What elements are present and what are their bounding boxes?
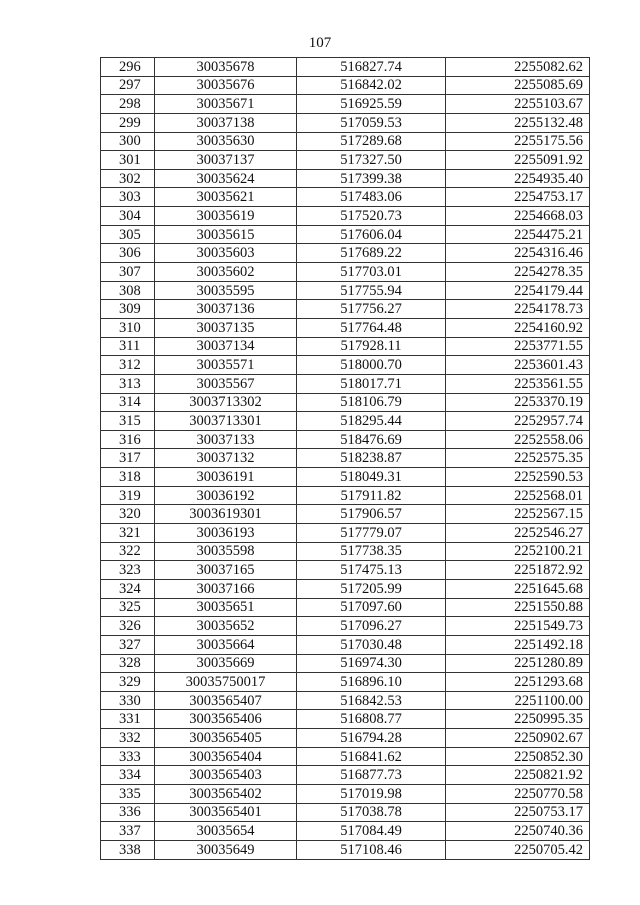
x-coordinate-cell: 517059.53 xyxy=(297,113,446,132)
y-coordinate-cell: 2252957.74 xyxy=(446,412,590,431)
x-coordinate-cell: 517756.27 xyxy=(297,300,446,319)
table-row xyxy=(101,784,590,803)
table-row xyxy=(101,579,590,598)
point-id-cell: 30035603 xyxy=(155,244,297,263)
x-coordinate-cell: 517779.07 xyxy=(297,524,446,543)
x-coordinate-cell: 517928.11 xyxy=(297,337,446,356)
row-number-cell: 338 xyxy=(101,840,155,859)
row-number-cell: 314 xyxy=(101,393,155,412)
table-row xyxy=(101,803,590,822)
x-coordinate-cell: 517096.27 xyxy=(297,617,446,636)
table-row xyxy=(101,617,590,636)
x-coordinate-cell: 516842.53 xyxy=(297,691,446,710)
y-coordinate-cell: 2255091.92 xyxy=(446,151,590,170)
point-id-cell: 30037137 xyxy=(155,151,297,170)
x-coordinate-cell: 517399.38 xyxy=(297,169,446,188)
y-coordinate-cell: 2251550.88 xyxy=(446,598,590,617)
row-number-cell: 301 xyxy=(101,151,155,170)
row-number-cell: 333 xyxy=(101,747,155,766)
x-coordinate-cell: 517606.04 xyxy=(297,225,446,244)
x-coordinate-cell: 517289.68 xyxy=(297,132,446,151)
y-coordinate-cell: 2254475.21 xyxy=(446,225,590,244)
point-id-cell: 3003565403 xyxy=(155,766,297,785)
row-number-cell: 308 xyxy=(101,281,155,300)
x-coordinate-cell: 516896.10 xyxy=(297,673,446,692)
x-coordinate-cell: 516794.28 xyxy=(297,729,446,748)
coordinates-table xyxy=(100,57,590,860)
x-coordinate-cell: 518238.87 xyxy=(297,449,446,468)
y-coordinate-cell: 2255175.56 xyxy=(446,132,590,151)
x-coordinate-cell: 516842.02 xyxy=(297,76,446,95)
x-coordinate-cell: 517475.13 xyxy=(297,561,446,580)
table-row xyxy=(101,393,590,412)
x-coordinate-cell: 517483.06 xyxy=(297,188,446,207)
y-coordinate-cell: 2253601.43 xyxy=(446,356,590,375)
table-row xyxy=(101,95,590,114)
x-coordinate-cell: 517738.35 xyxy=(297,542,446,561)
table-row xyxy=(101,561,590,580)
row-number-cell: 336 xyxy=(101,803,155,822)
point-id-cell: 30035654 xyxy=(155,822,297,841)
row-number-cell: 306 xyxy=(101,244,155,263)
point-id-cell: 30035615 xyxy=(155,225,297,244)
table-row xyxy=(101,132,590,151)
y-coordinate-cell: 2254753.17 xyxy=(446,188,590,207)
table-row xyxy=(101,263,590,282)
table-row xyxy=(101,430,590,449)
table-row xyxy=(101,598,590,617)
table-row xyxy=(101,188,590,207)
row-number-cell: 304 xyxy=(101,207,155,226)
point-id-cell: 30035624 xyxy=(155,169,297,188)
point-id-cell: 30036193 xyxy=(155,524,297,543)
point-id-cell: 30037133 xyxy=(155,430,297,449)
y-coordinate-cell: 2252590.53 xyxy=(446,468,590,487)
x-coordinate-cell: 518295.44 xyxy=(297,412,446,431)
x-coordinate-cell: 516974.30 xyxy=(297,654,446,673)
y-coordinate-cell: 2253561.55 xyxy=(446,374,590,393)
row-number-cell: 318 xyxy=(101,468,155,487)
table-row xyxy=(101,318,590,337)
y-coordinate-cell: 2254160.92 xyxy=(446,318,590,337)
x-coordinate-cell: 517327.50 xyxy=(297,151,446,170)
row-number-cell: 310 xyxy=(101,318,155,337)
x-coordinate-cell: 517906.57 xyxy=(297,505,446,524)
y-coordinate-cell: 2250995.35 xyxy=(446,710,590,729)
point-id-cell: 30037138 xyxy=(155,113,297,132)
row-number-cell: 324 xyxy=(101,579,155,598)
table-row xyxy=(101,822,590,841)
y-coordinate-cell: 2255103.67 xyxy=(446,95,590,114)
x-coordinate-cell: 517755.94 xyxy=(297,281,446,300)
row-number-cell: 298 xyxy=(101,95,155,114)
point-id-cell: 3003565402 xyxy=(155,784,297,803)
x-coordinate-cell: 517764.48 xyxy=(297,318,446,337)
point-id-cell: 30035652 xyxy=(155,617,297,636)
row-number-cell: 328 xyxy=(101,654,155,673)
point-id-cell: 30035669 xyxy=(155,654,297,673)
x-coordinate-cell: 518106.79 xyxy=(297,393,446,412)
y-coordinate-cell: 2255082.62 xyxy=(446,58,590,77)
point-id-cell: 30036191 xyxy=(155,468,297,487)
row-number-cell: 326 xyxy=(101,617,155,636)
y-coordinate-cell: 2251492.18 xyxy=(446,635,590,654)
x-coordinate-cell: 517108.46 xyxy=(297,840,446,859)
table-row xyxy=(101,654,590,673)
x-coordinate-cell: 516877.73 xyxy=(297,766,446,785)
y-coordinate-cell: 2252568.01 xyxy=(446,486,590,505)
row-number-cell: 309 xyxy=(101,300,155,319)
row-number-cell: 329 xyxy=(101,673,155,692)
table-row xyxy=(101,449,590,468)
row-number-cell: 296 xyxy=(101,58,155,77)
point-id-cell: 30035602 xyxy=(155,263,297,282)
y-coordinate-cell: 2254178.73 xyxy=(446,300,590,319)
point-id-cell: 30035595 xyxy=(155,281,297,300)
y-coordinate-cell: 2255132.48 xyxy=(446,113,590,132)
row-number-cell: 337 xyxy=(101,822,155,841)
row-number-cell: 299 xyxy=(101,113,155,132)
y-coordinate-cell: 2250821.92 xyxy=(446,766,590,785)
table-row xyxy=(101,747,590,766)
y-coordinate-cell: 2253370.19 xyxy=(446,393,590,412)
y-coordinate-cell: 2250902.67 xyxy=(446,729,590,748)
row-number-cell: 302 xyxy=(101,169,155,188)
row-number-cell: 307 xyxy=(101,263,155,282)
y-coordinate-cell: 2254668.03 xyxy=(446,207,590,226)
point-id-cell: 30035676 xyxy=(155,76,297,95)
x-coordinate-cell: 516841.62 xyxy=(297,747,446,766)
row-number-cell: 322 xyxy=(101,542,155,561)
table-row xyxy=(101,691,590,710)
y-coordinate-cell: 2251645.68 xyxy=(446,579,590,598)
point-id-cell: 30035671 xyxy=(155,95,297,114)
point-id-cell: 3003565407 xyxy=(155,691,297,710)
point-id-cell: 30037135 xyxy=(155,318,297,337)
point-id-cell: 30035567 xyxy=(155,374,297,393)
y-coordinate-cell: 2254316.46 xyxy=(446,244,590,263)
y-coordinate-cell: 2254278.35 xyxy=(446,263,590,282)
x-coordinate-cell: 518000.70 xyxy=(297,356,446,375)
row-number-cell: 303 xyxy=(101,188,155,207)
row-number-cell: 319 xyxy=(101,486,155,505)
point-id-cell: 30035598 xyxy=(155,542,297,561)
table-row xyxy=(101,524,590,543)
y-coordinate-cell: 2252558.06 xyxy=(446,430,590,449)
table-row xyxy=(101,635,590,654)
table-row xyxy=(101,505,590,524)
row-number-cell: 323 xyxy=(101,561,155,580)
y-coordinate-cell: 2252575.35 xyxy=(446,449,590,468)
table-row xyxy=(101,337,590,356)
x-coordinate-cell: 517097.60 xyxy=(297,598,446,617)
point-id-cell: 30035630 xyxy=(155,132,297,151)
row-number-cell: 325 xyxy=(101,598,155,617)
point-id-cell: 30037132 xyxy=(155,449,297,468)
point-id-cell: 3003565401 xyxy=(155,803,297,822)
table-row xyxy=(101,225,590,244)
y-coordinate-cell: 2250770.58 xyxy=(446,784,590,803)
y-coordinate-cell: 2254179.44 xyxy=(446,281,590,300)
table-row xyxy=(101,542,590,561)
y-coordinate-cell: 2254935.40 xyxy=(446,169,590,188)
y-coordinate-cell: 2252546.27 xyxy=(446,524,590,543)
x-coordinate-cell: 518049.31 xyxy=(297,468,446,487)
table-row xyxy=(101,468,590,487)
table-row xyxy=(101,58,590,77)
y-coordinate-cell: 2251293.68 xyxy=(446,673,590,692)
point-id-cell: 3003713301 xyxy=(155,412,297,431)
row-number-cell: 332 xyxy=(101,729,155,748)
row-number-cell: 312 xyxy=(101,356,155,375)
row-number-cell: 334 xyxy=(101,766,155,785)
x-coordinate-cell: 517689.22 xyxy=(297,244,446,263)
y-coordinate-cell: 2250753.17 xyxy=(446,803,590,822)
y-coordinate-cell: 2252567.15 xyxy=(446,505,590,524)
row-number-cell: 320 xyxy=(101,505,155,524)
y-coordinate-cell: 2250740.36 xyxy=(446,822,590,841)
x-coordinate-cell: 516827.74 xyxy=(297,58,446,77)
point-id-cell: 30035571 xyxy=(155,356,297,375)
row-number-cell: 317 xyxy=(101,449,155,468)
point-id-cell: 3003565404 xyxy=(155,747,297,766)
table-row xyxy=(101,486,590,505)
x-coordinate-cell: 516808.77 xyxy=(297,710,446,729)
point-id-cell: 30035649 xyxy=(155,840,297,859)
table-row xyxy=(101,710,590,729)
point-id-cell: 3003619301 xyxy=(155,505,297,524)
row-number-cell: 330 xyxy=(101,691,155,710)
table-row xyxy=(101,76,590,95)
point-id-cell: 30037165 xyxy=(155,561,297,580)
x-coordinate-cell: 517038.78 xyxy=(297,803,446,822)
table-row xyxy=(101,244,590,263)
table-body xyxy=(101,58,590,860)
y-coordinate-cell: 2251549.73 xyxy=(446,617,590,636)
point-id-cell: 3003565405 xyxy=(155,729,297,748)
point-id-cell: 3003565406 xyxy=(155,710,297,729)
point-id-cell: 30036192 xyxy=(155,486,297,505)
x-coordinate-cell: 517703.01 xyxy=(297,263,446,282)
x-coordinate-cell: 518017.71 xyxy=(297,374,446,393)
row-number-cell: 305 xyxy=(101,225,155,244)
table-row xyxy=(101,207,590,226)
x-coordinate-cell: 517911.82 xyxy=(297,486,446,505)
point-id-cell: 30037136 xyxy=(155,300,297,319)
table-row xyxy=(101,673,590,692)
row-number-cell: 313 xyxy=(101,374,155,393)
row-number-cell: 311 xyxy=(101,337,155,356)
row-number-cell: 300 xyxy=(101,132,155,151)
x-coordinate-cell: 516925.59 xyxy=(297,95,446,114)
table-row xyxy=(101,840,590,859)
table-row xyxy=(101,729,590,748)
point-id-cell: 30035651 xyxy=(155,598,297,617)
row-number-cell: 327 xyxy=(101,635,155,654)
y-coordinate-cell: 2255085.69 xyxy=(446,76,590,95)
point-id-cell: 30037134 xyxy=(155,337,297,356)
row-number-cell: 315 xyxy=(101,412,155,431)
table-row xyxy=(101,300,590,319)
table-row xyxy=(101,374,590,393)
x-coordinate-cell: 518476.69 xyxy=(297,430,446,449)
x-coordinate-cell: 517084.49 xyxy=(297,822,446,841)
point-id-cell: 30035678 xyxy=(155,58,297,77)
point-id-cell: 30035664 xyxy=(155,635,297,654)
y-coordinate-cell: 2251100.00 xyxy=(446,691,590,710)
table-row xyxy=(101,169,590,188)
point-id-cell: 30035750017 xyxy=(155,673,297,692)
x-coordinate-cell: 517205.99 xyxy=(297,579,446,598)
table-row xyxy=(101,151,590,170)
y-coordinate-cell: 2251280.89 xyxy=(446,654,590,673)
row-number-cell: 321 xyxy=(101,524,155,543)
point-id-cell: 3003713302 xyxy=(155,393,297,412)
table-row xyxy=(101,113,590,132)
y-coordinate-cell: 2250852.30 xyxy=(446,747,590,766)
x-coordinate-cell: 517520.73 xyxy=(297,207,446,226)
page-number: 107 xyxy=(308,35,332,51)
row-number-cell: 297 xyxy=(101,76,155,95)
y-coordinate-cell: 2250705.42 xyxy=(446,840,590,859)
row-number-cell: 316 xyxy=(101,430,155,449)
table-row xyxy=(101,766,590,785)
point-id-cell: 30035619 xyxy=(155,207,297,226)
table-row xyxy=(101,281,590,300)
y-coordinate-cell: 2252100.21 xyxy=(446,542,590,561)
point-id-cell: 30035621 xyxy=(155,188,297,207)
x-coordinate-cell: 517019.98 xyxy=(297,784,446,803)
row-number-cell: 331 xyxy=(101,710,155,729)
table-row xyxy=(101,412,590,431)
x-coordinate-cell: 517030.48 xyxy=(297,635,446,654)
point-id-cell: 30037166 xyxy=(155,579,297,598)
y-coordinate-cell: 2253771.55 xyxy=(446,337,590,356)
table-row xyxy=(101,356,590,375)
row-number-cell: 335 xyxy=(101,784,155,803)
y-coordinate-cell: 2251872.92 xyxy=(446,561,590,580)
